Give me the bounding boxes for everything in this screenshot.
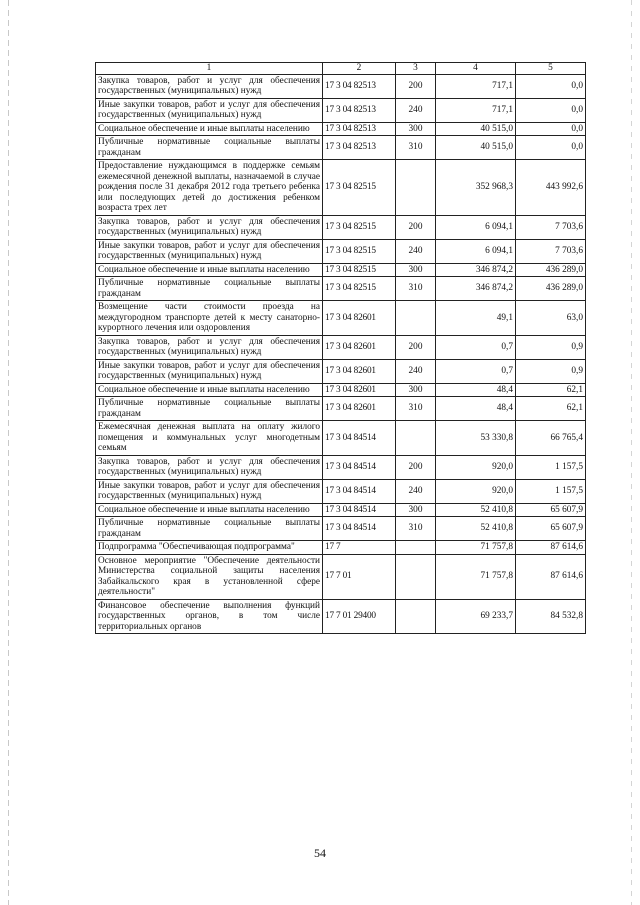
table-row: [96, 263, 586, 277]
row-amount-year-1: 717,1: [436, 74, 516, 98]
row-description: Социальное обеспечение и иные выплаты населению: [96, 122, 323, 136]
table-row: [96, 517, 586, 541]
row-expense-type: 200: [396, 335, 436, 359]
row-expense-type: 310: [396, 397, 436, 421]
table-row: [96, 599, 586, 634]
row-classification-code: 17 3 04 84514: [323, 503, 396, 517]
row-amount-year-2: 87 614,6: [516, 541, 586, 555]
row-description: Закупка товаров, работ и услуг для обеспечения государственных (муниципальных) нужд: [96, 335, 323, 359]
row-classification-code: 17 7: [323, 541, 396, 555]
row-amount-year-2: 84 532,8: [516, 599, 586, 634]
row-classification-code: 17 7 01: [323, 554, 396, 599]
row-amount-year-1: 52 410,8: [436, 517, 516, 541]
row-expense-type: [396, 554, 436, 599]
row-amount-year-2: 1 157,5: [516, 479, 586, 503]
row-description: Закупка товаров, работ и услуг для обеспечения государственных (муниципальных) нужд: [96, 74, 323, 98]
row-expense-type: [396, 421, 436, 456]
row-description: Публичные нормативные социальные выплаты гражданам: [96, 136, 323, 160]
row-amount-year-2: 0,0: [516, 136, 586, 160]
row-amount-year-2: 0,9: [516, 335, 586, 359]
row-classification-code: 17 3 04 82513: [323, 74, 396, 98]
row-amount-year-1: 346 874,2: [436, 277, 516, 301]
row-classification-code: 17 3 04 82515: [323, 215, 396, 239]
row-amount-year-1: 0,7: [436, 359, 516, 383]
row-description: Финансовое обеспечение выполнения функций государственных органов, в том числе территориальных органов: [96, 599, 323, 634]
row-classification-code: 17 3 04 82601: [323, 335, 396, 359]
row-expense-type: 310: [396, 517, 436, 541]
row-classification-code: 17 3 04 82513: [323, 136, 396, 160]
row-expense-type: 200: [396, 455, 436, 479]
row-expense-type: 240: [396, 359, 436, 383]
row-expense-type: 300: [396, 503, 436, 517]
row-expense-type: 240: [396, 239, 436, 263]
row-amount-year-2: 1 157,5: [516, 455, 586, 479]
row-expense-type: 300: [396, 122, 436, 136]
column-header-3: 3: [396, 63, 436, 75]
table-row: [96, 335, 586, 359]
row-classification-code: 17 3 04 82515: [323, 160, 396, 216]
row-amount-year-2: 65 607,9: [516, 503, 586, 517]
row-description: Предоставление нуждающимся в поддержке семьям ежемесячной денежной выплаты, назначаемой в случае рождения после 31 декабря 2012 года третьего ребенка или последующих детей до достижения ребенком возраста трех лет: [96, 160, 323, 216]
row-description: Публичные нормативные социальные выплаты гражданам: [96, 397, 323, 421]
row-expense-type: [396, 541, 436, 555]
table-row: [96, 74, 586, 98]
row-description: Основное мероприятие "Обеспечение деятельности Министерства социальной защиты населения Забайкальского края в установленной сфере деятельности": [96, 554, 323, 599]
table-row: [96, 554, 586, 599]
row-description: Социальное обеспечение и иные выплаты населению: [96, 503, 323, 517]
column-header-4: 4: [436, 63, 516, 75]
row-description: Социальное обеспечение и иные выплаты населению: [96, 263, 323, 277]
row-amount-year-1: 40 515,0: [436, 122, 516, 136]
row-amount-year-1: 71 757,8: [436, 541, 516, 555]
row-amount-year-1: 48,4: [436, 383, 516, 397]
table-row: [96, 239, 586, 263]
table-header-row: [96, 63, 586, 75]
table-row: [96, 541, 586, 555]
row-amount-year-2: 63,0: [516, 301, 586, 336]
table-row: [96, 383, 586, 397]
table-row: [96, 359, 586, 383]
row-expense-type: [396, 160, 436, 216]
row-expense-type: 240: [396, 98, 436, 122]
row-description: Возмещение части стоимости проезда на междугородном транспорте детей к месту санаторно-курортного лечения или оздоровления: [96, 301, 323, 336]
table-row: [96, 98, 586, 122]
row-classification-code: 17 3 04 84514: [323, 421, 396, 456]
row-amount-year-2: 62,1: [516, 397, 586, 421]
row-description: Публичные нормативные социальные выплаты гражданам: [96, 277, 323, 301]
row-classification-code: 17 3 04 82513: [323, 122, 396, 136]
row-amount-year-1: 920,0: [436, 455, 516, 479]
row-description: Иные закупки товаров, работ и услуг для обеспечения государственных (муниципальных) нужд: [96, 98, 323, 122]
row-amount-year-2: 7 703,6: [516, 239, 586, 263]
row-expense-type: 300: [396, 383, 436, 397]
table-row: [96, 301, 586, 336]
column-header-5: 5: [516, 63, 586, 75]
row-description: Иные закупки товаров, работ и услуг для обеспечения государственных (муниципальных) нужд: [96, 479, 323, 503]
row-expense-type: 200: [396, 215, 436, 239]
table-row: [96, 277, 586, 301]
row-description: Ежемесячная денежная выплата на оплату жилого помещения и коммунальных услуг многодетным семьям: [96, 421, 323, 456]
row-classification-code: 17 3 04 82515: [323, 263, 396, 277]
row-amount-year-1: 920,0: [436, 479, 516, 503]
table-row: [96, 136, 586, 160]
table-row: [96, 479, 586, 503]
scan-edge-left: [8, 0, 9, 905]
row-amount-year-1: 0,7: [436, 335, 516, 359]
row-amount-year-1: 48,4: [436, 397, 516, 421]
row-amount-year-1: 346 874,2: [436, 263, 516, 277]
table-row: [96, 421, 586, 456]
row-description: Подпрограмма "Обеспечивающая подпрограмма": [96, 541, 323, 555]
table-row: [96, 455, 586, 479]
row-classification-code: 17 3 04 82601: [323, 359, 396, 383]
row-classification-code: 17 3 04 82601: [323, 301, 396, 336]
row-amount-year-2: 443 992,6: [516, 160, 586, 216]
row-amount-year-1: 352 968,3: [436, 160, 516, 216]
row-amount-year-1: 40 515,0: [436, 136, 516, 160]
table-row: [96, 503, 586, 517]
row-description: Закупка товаров, работ и услуг для обеспечения государственных (муниципальных) нужд: [96, 215, 323, 239]
row-classification-code: 17 3 04 84514: [323, 479, 396, 503]
row-amount-year-2: 0,0: [516, 122, 586, 136]
page-number: 54: [314, 846, 326, 860]
row-amount-year-2: 436 289,0: [516, 277, 586, 301]
row-amount-year-2: 436 289,0: [516, 263, 586, 277]
row-expense-type: 240: [396, 479, 436, 503]
row-description: Закупка товаров, работ и услуг для обеспечения государственных (муниципальных) нужд: [96, 455, 323, 479]
row-classification-code: 17 3 04 82513: [323, 98, 396, 122]
row-expense-type: 300: [396, 263, 436, 277]
row-amount-year-1: 53 330,8: [436, 421, 516, 456]
row-amount-year-1: 69 233,7: [436, 599, 516, 634]
table-row: [96, 122, 586, 136]
row-description: Социальное обеспечение и иные выплаты населению: [96, 383, 323, 397]
row-amount-year-2: 7 703,6: [516, 215, 586, 239]
budget-table-body: [96, 63, 586, 634]
row-description: Иные закупки товаров, работ и услуг для обеспечения государственных (муниципальных) нужд: [96, 359, 323, 383]
row-amount-year-2: 62,1: [516, 383, 586, 397]
row-description: Публичные нормативные социальные выплаты гражданам: [96, 517, 323, 541]
row-classification-code: 17 3 04 82601: [323, 397, 396, 421]
row-amount-year-2: 66 765,4: [516, 421, 586, 456]
table-row: [96, 215, 586, 239]
scan-edge-right: [631, 0, 632, 905]
row-classification-code: 17 3 04 82601: [323, 383, 396, 397]
row-amount-year-2: 0,0: [516, 74, 586, 98]
row-amount-year-2: 65 607,9: [516, 517, 586, 541]
row-amount-year-1: 52 410,8: [436, 503, 516, 517]
row-amount-year-1: 71 757,8: [436, 554, 516, 599]
row-amount-year-1: 6 094,1: [436, 239, 516, 263]
row-expense-type: 200: [396, 74, 436, 98]
row-classification-code: 17 7 01 29400: [323, 599, 396, 634]
row-classification-code: 17 3 04 82515: [323, 277, 396, 301]
budget-table: [95, 62, 586, 634]
row-classification-code: 17 3 04 84514: [323, 517, 396, 541]
column-header-2: 2: [323, 63, 396, 75]
table-row: [96, 397, 586, 421]
row-classification-code: 17 3 04 82515: [323, 239, 396, 263]
row-amount-year-2: 0,0: [516, 98, 586, 122]
row-amount-year-2: 0,9: [516, 359, 586, 383]
row-amount-year-1: 49,1: [436, 301, 516, 336]
row-amount-year-1: 717,1: [436, 98, 516, 122]
row-classification-code: 17 3 04 84514: [323, 455, 396, 479]
row-expense-type: [396, 301, 436, 336]
row-amount-year-2: 87 614,6: [516, 554, 586, 599]
row-description: Иные закупки товаров, работ и услуг для обеспечения государственных (муниципальных) нужд: [96, 239, 323, 263]
row-expense-type: [396, 599, 436, 634]
row-expense-type: 310: [396, 277, 436, 301]
row-expense-type: 310: [396, 136, 436, 160]
table-row: [96, 160, 586, 216]
column-header-1: 1: [96, 63, 323, 75]
row-amount-year-1: 6 094,1: [436, 215, 516, 239]
